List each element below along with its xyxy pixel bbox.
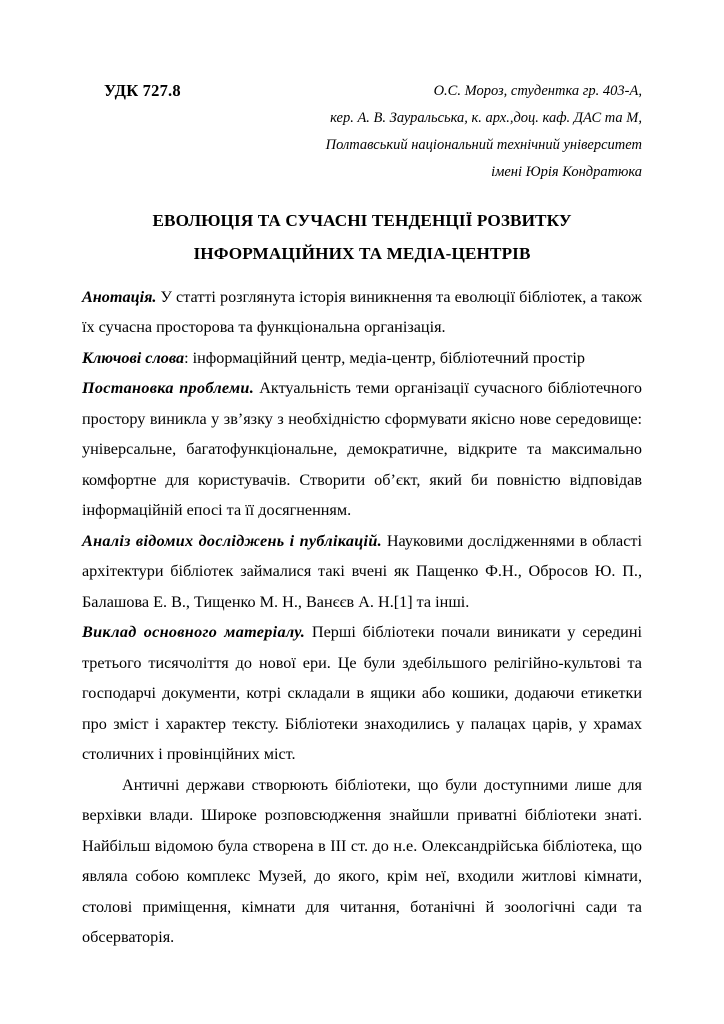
problem-statement-text: Актуальність теми організації сучасного бібліотечного простору виникла у зв’язку з необхідністю сформувати якісно нове середовище: універсальне, багатофункціональне, демократичне, відкрите та максимально комфортне для користувачів. Створити об’єкт, який би повністю відповідав інформаційній епосі та її досягненням.	[82, 379, 642, 520]
udk-code: УДК 727.8	[104, 81, 181, 100]
keywords-lead: Ключові слова	[82, 348, 185, 367]
abstract-paragraph	[82, 282, 642, 343]
literature-review-paragraph	[82, 526, 642, 618]
main-body-paragraph	[82, 617, 642, 770]
page-content	[82, 78, 642, 953]
page-title	[82, 204, 642, 270]
keywords-paragraph	[82, 343, 642, 374]
main-body-lead: Виклад основного матеріалу.	[82, 623, 306, 642]
problem-statement-paragraph	[82, 373, 642, 526]
main-body-text: Перші бібліотеки почали виникати у середині третього тисячоліття до нової ери. Це були здебільшого релігійно-культові та господарчі документи, котрі складали в ящики або кошики, додаючи етикетки про зміст і характер тексту. Бібліотеки знаходились у палацах царів, у храмах столичних і провінційних міст.	[82, 623, 642, 764]
antiquity-text: Античні держави створюють бібліотеки, що були доступними лише для верхівки влади. Широке розповсюдження знайшли приватні бібліотеки знаті. Найбільш відомою була створена в III ст. до н.е. Олександрійська бібліотека, що являла собою комплекс Музей, до якого, крім неї, входили житлові кімнати, столові приміщення, кімнати для читання, ботанічні й зоологічні сади та обсерваторія.	[82, 775, 642, 947]
literature-review-text: Науковими дослідженнями в області архітектури бібліотек займалися такі вчені як Пащенко Ф.Н., Обросов Ю. П., Балашова Е. В., Тищенко М. Н., Ванєєв А. Н.[1] та інші.	[82, 531, 642, 611]
antiquity-paragraph	[82, 770, 642, 953]
abstract-lead: Анотація.	[82, 287, 157, 306]
byline-line-university: Полтавський національний технічний університет	[325, 137, 642, 153]
byline-line-university-name: імені Юрія Кондратюка	[491, 164, 642, 180]
byline-line-author: О.С. Мороз, студентка гр. 403-А,	[433, 83, 642, 99]
byline-line-supervisor: кер. А. В. Зауральська, к. арх.,доц. каф. ДАС та М,	[330, 110, 642, 126]
title-line-1: ЕВОЛЮЦІЯ ТА СУЧАСНІ ТЕНДЕНЦІЇ РОЗВИТКУ	[152, 211, 572, 230]
problem-statement-lead: Постановка проблеми.	[82, 379, 255, 398]
abstract-text: У статті розглянута історія виникнення та еволюції бібліотек, а також їх сучасна просторова та функціональна організація.	[82, 287, 642, 337]
title-line-2: ІНФОРМАЦІЙНИХ ТА МЕДІА-ЦЕНТРІВ	[193, 244, 531, 263]
masthead	[82, 78, 642, 186]
keywords-text: : інформаційний центр, медіа-центр, бібліотечний простір	[184, 348, 585, 367]
literature-review-lead: Аналіз відомих досліджень і публікацій.	[82, 531, 382, 550]
